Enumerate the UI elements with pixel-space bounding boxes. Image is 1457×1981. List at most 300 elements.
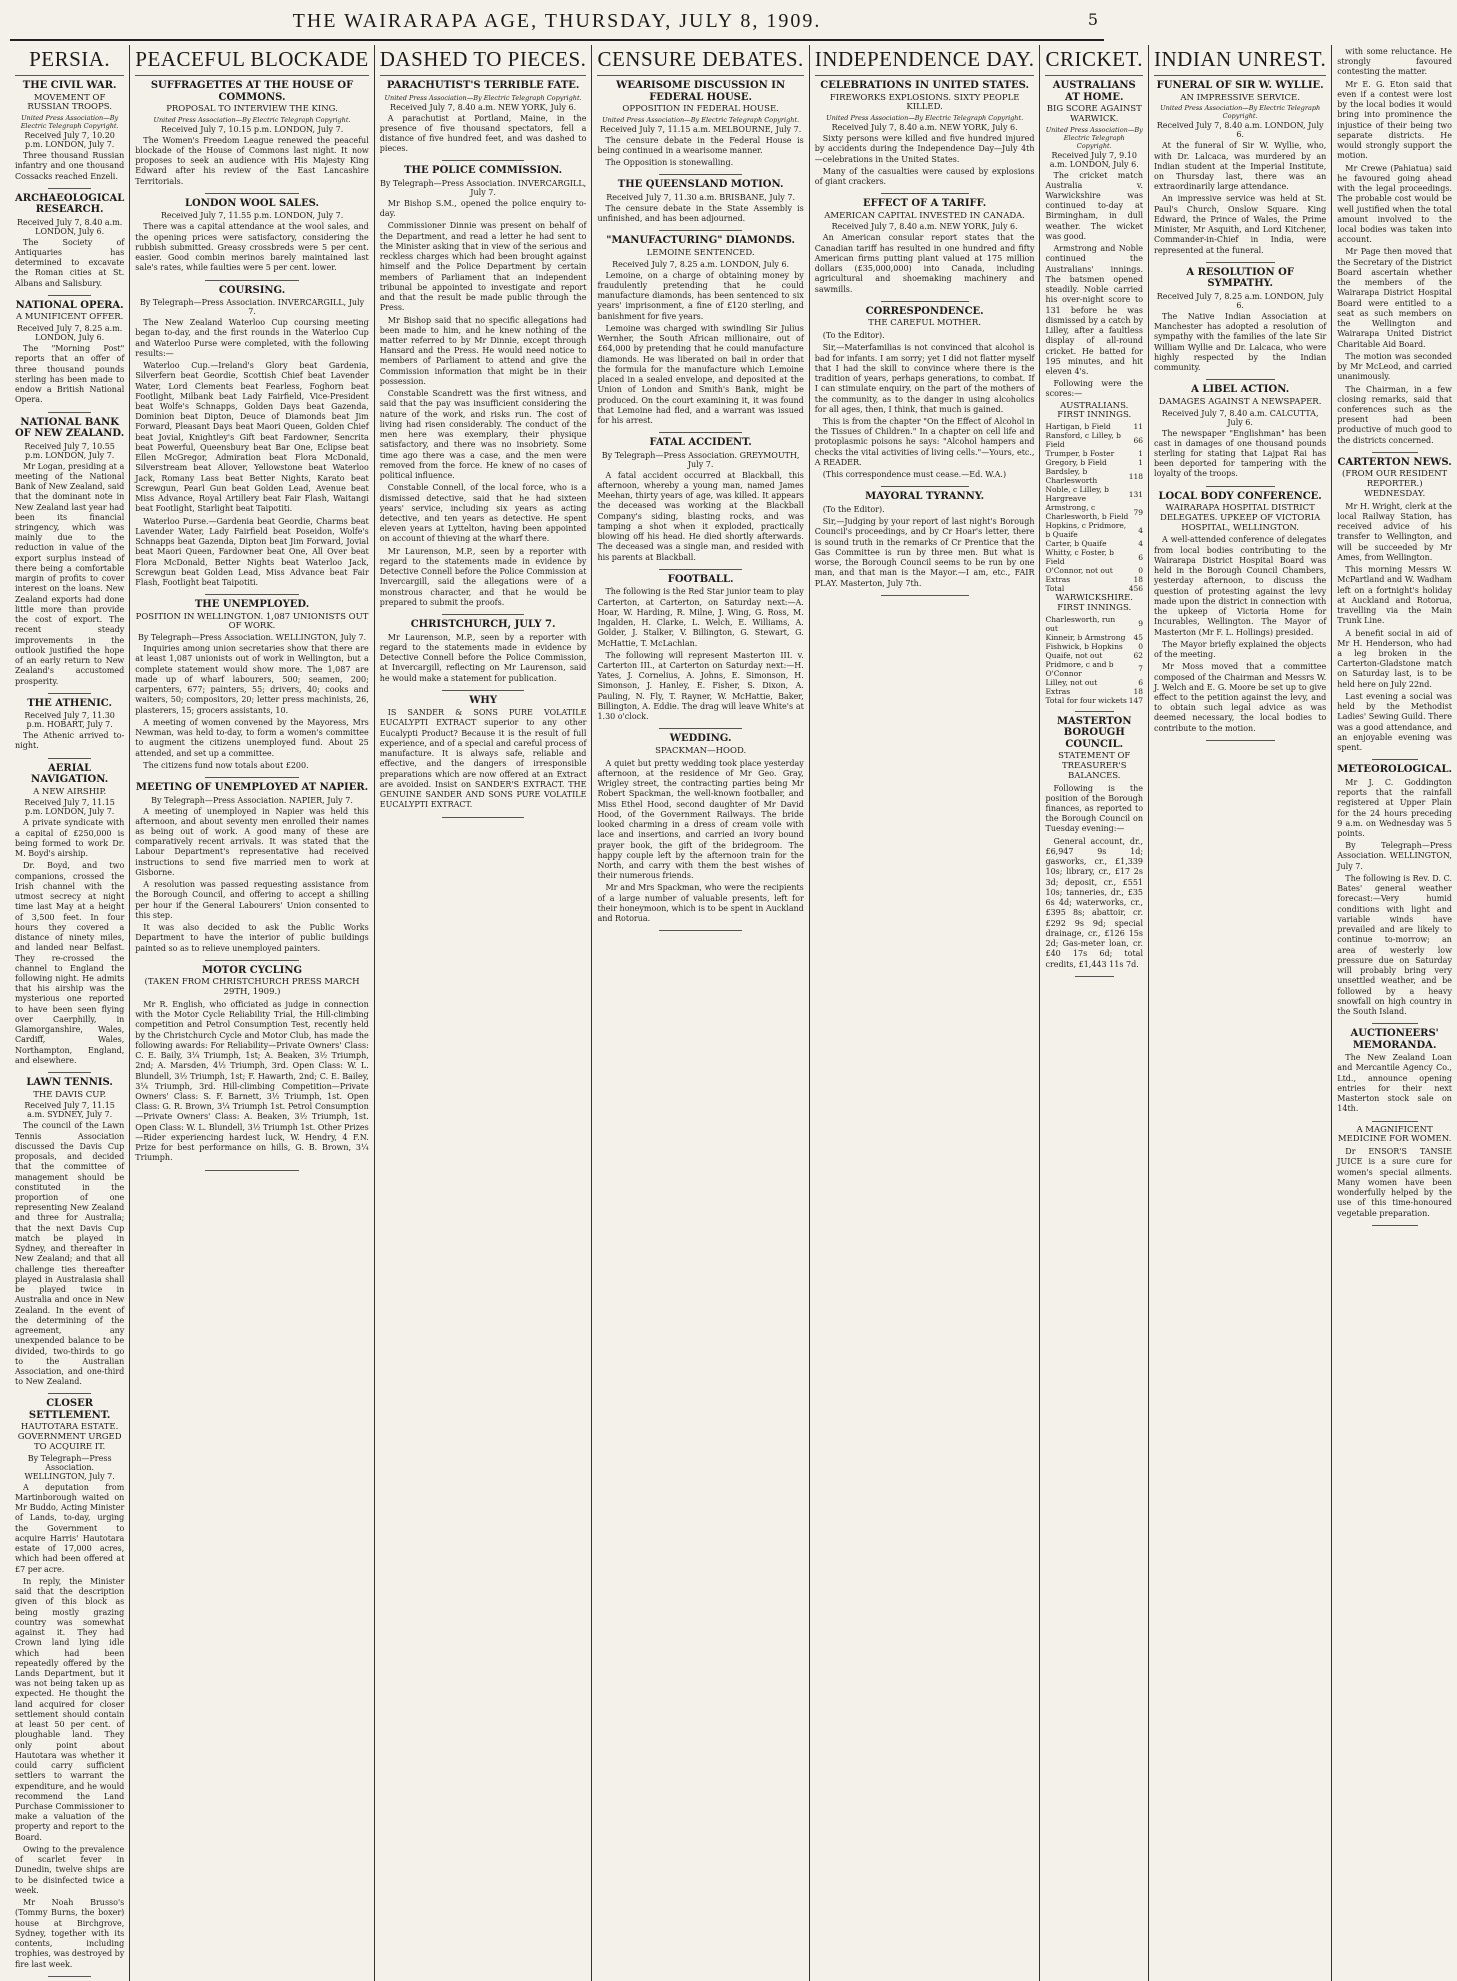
article-subheading: SPACKMAN—HOOD. bbox=[655, 745, 747, 756]
article bbox=[597, 179, 803, 224]
article-divider bbox=[881, 595, 969, 596]
batsman-name: Charlesworth, run out bbox=[1045, 614, 1116, 633]
page-number: 5 bbox=[1087, 10, 1098, 29]
article-paragraph: Mr Page then moved that the Secretary of the District Board ascertain whether the members of the Wairarapa District Hospital Board were entitled to a seat as such members on the Wellington and Wairarapa United District Charitable Aid Board. bbox=[1337, 247, 1452, 349]
article bbox=[597, 437, 803, 563]
article-divider bbox=[442, 160, 525, 161]
article-divider bbox=[442, 690, 525, 691]
article-paragraph: A parachutist at Portland, Maine, in the presence of five thousand spectators, fell a distance of five hundred feet, and was dashed to pieces. bbox=[379, 113, 587, 154]
article-paragraph: Sir,—Judging by your report of last night's Borough Council's proceedings, and by Cr Hoar's letter, there is sound truth in the remarks of Cr Prentice that the Gas Committee is run by three men. But what is worse, the Borough Council seems to be run by one man, and that man is the Mayor.—I am, etc., FAIR PLAY. Masterton, July 7th. bbox=[814, 517, 1035, 588]
scoreboard-row bbox=[1045, 566, 1143, 575]
batsman-score: 456 bbox=[1128, 584, 1144, 594]
batsman-score: 18 bbox=[1133, 686, 1144, 696]
article bbox=[1337, 457, 1452, 753]
article-subheading: A NEW AIRSHIP. bbox=[33, 786, 107, 797]
column bbox=[592, 45, 809, 1981]
article-dateline: Received July 7, 8.25 a.m. LONDON, July 6. bbox=[612, 259, 790, 269]
batsman-score: 9 bbox=[1138, 619, 1144, 629]
article-heading: SUFFRAGETTES AT THE HOUSE OF COMMONS. bbox=[150, 80, 354, 103]
batsman-score: 66 bbox=[1133, 435, 1144, 445]
article bbox=[15, 193, 124, 289]
article bbox=[1337, 764, 1452, 1017]
article-paragraph: Constable Scandrett was the first witness, and said that the pay was insufficient considering the nature of the work, and risks run. The cost of living had risen considerably. The conduct of the men here was exemplary, their physique satisfactory, and there was no insobriety. Some time ago there was a case, and the men were removed from the force. He knew of no cases of political influence. bbox=[379, 389, 587, 481]
article bbox=[1337, 1126, 1452, 1219]
batsman-score: 62 bbox=[1133, 650, 1144, 660]
article-divider bbox=[659, 432, 742, 433]
scoreboard-row bbox=[1045, 615, 1143, 633]
article-heading: A LIBEL ACTION. bbox=[1191, 384, 1290, 396]
article-divider bbox=[205, 1170, 298, 1171]
article bbox=[380, 165, 587, 608]
masthead-title: THE WAIRARAPA AGE, THURSDAY, JULY 8, 1909. bbox=[292, 10, 822, 32]
article-paragraph: Mr Logan, presiding at a meeting of the National Bank of New Zealand, said that the dominant note in New Zealand last year had been its financial stringency, which was mainly due to the reduction in value of the export surplus instead of there being a comfortable margin of profits to cover interest on the loans. New Zealand exports had done little more than provide the cost of export. The recent steady improvements in the outlook justified the hope of an early return to New Zealand's accustomed prosperity. bbox=[15, 461, 125, 686]
article-heading: LAWN TENNIS. bbox=[26, 1077, 113, 1089]
article-paragraph: Mr J. C. Goddington reports that the rainfall registered at Upper Plain for the 24 hours preceding 9 a.m. on Wednesday was 5 points. bbox=[1337, 777, 1452, 838]
article bbox=[15, 698, 124, 752]
article-paragraph: Mr H. Wright, clerk at the local Railway Station, has received advice of his transfer to Wellington, and will be succeeded by Mr Ames, from Wellington. bbox=[1337, 501, 1452, 562]
article bbox=[597, 733, 803, 924]
article-credit: United Press Association—By Electric Telegraph Copyright. bbox=[1160, 104, 1321, 121]
scoreboard-row bbox=[1045, 584, 1143, 593]
article-heading: FATAL ACCIDENT. bbox=[649, 437, 752, 449]
article bbox=[15, 763, 124, 1066]
article bbox=[135, 782, 368, 954]
article-paragraph: The censure debate in the Federal House is being continued in a wearisome manner. bbox=[597, 135, 804, 155]
article-dateline: Received July 7, 10.15 p.m. LONDON, July 7. bbox=[160, 124, 344, 134]
article-dateline: Received July 7, 11.55 p.m. LONDON, July 7. bbox=[160, 211, 344, 221]
article-paragraph: Lemoine was charged with swindling Sir Julius Wernher, the South African millionaire, out of £64,000 by pretending that he could manufacture diamonds. He was liberated on bail in order that the formula for the manufacture which Lemoine placed in a sealed envelope, and deposited at the Union of London and Smith's Bank, might be produced. On the court examining it, it was found that Lemoine had fled, and a warrant was issued for his arrest. bbox=[597, 323, 804, 425]
article-heading: METEOROLOGICAL. bbox=[1337, 764, 1452, 776]
article bbox=[1154, 384, 1326, 479]
article-paragraph: The New Zealand Loan and Mercantile Agency Co., Ltd., announce opening entries for their next Masterton stock sale on 14th. bbox=[1337, 1053, 1452, 1114]
article-subheading: MOVEMENT OF RUSSIAN TROOPS. bbox=[27, 92, 112, 113]
article-heading: THE ATHENIC. bbox=[27, 697, 113, 709]
article bbox=[15, 80, 124, 182]
article-heading: ARCHAEOLOGICAL RESEARCH. bbox=[15, 192, 125, 216]
article-heading: CHRISTCHURCH, JULY 7. bbox=[410, 619, 556, 631]
article-divider bbox=[1372, 1121, 1418, 1122]
article-heading: MAYORAL TYRANNY. bbox=[865, 491, 985, 503]
article-paragraph: The citizens fund now totals about £200. bbox=[143, 760, 309, 770]
article-heading: MOTOR CYCLING bbox=[202, 964, 303, 976]
article-paragraph: A private syndicate with a capital of £250,000 is being formed to work Dr. M. Boyd's airship. bbox=[15, 818, 125, 859]
batsman-score: 0 bbox=[1138, 641, 1144, 651]
article-paragraph: Following is the position of the Borough finances, as reported to the Borough Council on Tuesday evening:— bbox=[1045, 783, 1144, 834]
batsman-name: Quaife, not out bbox=[1045, 650, 1103, 660]
article-heading: CLOSER SETTLEMENT. bbox=[28, 1398, 111, 1421]
scoreboard-row bbox=[1045, 458, 1143, 467]
article-paragraph: Armstrong and Noble continued the Australians' innings. The batsmen opened steadily. Noble carried his over-night score to 131 before he was dismissed by a catch by Lilley, after a faultless display of all-round cricket. He batted for 195 minutes, and hit eleven 4's. bbox=[1045, 244, 1144, 376]
article-subheading: (TAKEN FROM CHRISTCHURCH PRESS MARCH 29TH, 1909.) bbox=[144, 977, 360, 998]
article-paragraph: A well-attended conference of delegates from local bodies contributing to the Wairarapa District Hospital Board was held in the Borough Council Chambers, yesterday afternoon, to discuss the question of protesting against the levy made upon the district in connection with the upkeep of Victoria Home for Incurables, Wellington. The Mayor of Masterton (Mr F. L. Hollings) presided. bbox=[1154, 535, 1327, 637]
article bbox=[1045, 80, 1143, 705]
column bbox=[1149, 45, 1332, 1981]
article-paragraph: (To the Editor). bbox=[822, 331, 885, 341]
article-divider bbox=[1206, 740, 1275, 741]
article-paragraph: The Opposition is stonewalling. bbox=[605, 158, 734, 168]
article-paragraph: Constable Connell, of the local force, who is a dismissed detective, said that he had sixteen years' service, including six years as acting detective, and ten years as detective. He spent eleven years at Lyttelton, having been appointed on account of thieving at the wharf there. bbox=[379, 483, 587, 544]
scoreboard-row bbox=[1045, 485, 1143, 503]
article-paragraph: Mr Bishop said that no specific allegations had been made to him, and he knew nothing of the matter referred to by Mr Dinnie, except through Hansard and the Press. He would need notice to members of Parliament to attend and give the Commission information that might be in their possession. bbox=[379, 315, 587, 386]
article-heading: NATIONAL OPERA. bbox=[15, 299, 124, 311]
article-paragraph: Owing to the prevalence of scarlet fever in Dunedin, twelve ships are to be disinfected twice a week. bbox=[15, 1844, 125, 1895]
article-divider bbox=[659, 728, 742, 729]
article-paragraph: The Native Indian Association at Manchester has adopted a resolution of sympathy with the families of the late Sir William Wyllie and Dr. Lalcaca, who were highly respected by the Indian community. bbox=[1154, 311, 1327, 373]
article-paragraph: An American consular report states that the Canadian tariff has resulted in one hundred and fifty American firms putting plant valued at 175 million dollars (£35,000,000) into Canada, including agricultural and shoemaking machinery and sawmills. bbox=[814, 233, 1035, 294]
article-dateline: Received July 7, 8.40 a.m. LONDON, July 6. bbox=[1156, 121, 1324, 140]
column bbox=[1040, 45, 1149, 1981]
article-paragraph: (To the Editor). bbox=[822, 504, 885, 514]
article-paragraph: A deputation from Martinborough waited on Mr Buddo, Acting Minister of Lands, to-day, urging the Government to acquire Harris' Hautotara estate of 17,000 acres, which had been offered at £7 per acre. bbox=[15, 1482, 125, 1574]
article-heading: FUNERAL OF SIR W. WYLLIE. bbox=[1156, 80, 1324, 91]
article-dateline: By Telegraph—Press Association. NAPIER, July 7. bbox=[151, 795, 353, 805]
article-paragraph: It was also decided to ask the Public Works Department to have the interior of public buildings painted so as to relieve unemployed painters. bbox=[135, 923, 369, 953]
article-dateline: By Telegraph—Press Association. WELLINGTON, July 7. bbox=[137, 633, 367, 643]
article bbox=[1154, 491, 1326, 734]
article-paragraph: The Women's Freedom League renewed the peaceful blockade of the House of Commons last night. It now proposes to seek an audience with His Majesty King Edward after his review of the East Lancashire Territorials. bbox=[135, 135, 369, 186]
article-divider bbox=[659, 230, 742, 231]
article-paragraph: A fatal accident occurred at Blackball, this afternoon, whereby a young man, named James Meehan, thirty years of age, was killed. It appears the deceased was working at the Blackball Company's siding, blasting rocks, and was tamping a shot when it exploded, practically blowing off his head. He died shortly afterwards. The deceased was a single man, and resided with his parents at Blackball. bbox=[597, 470, 804, 562]
batsman-score: 147 bbox=[1128, 695, 1144, 705]
article-divider bbox=[659, 569, 742, 570]
article bbox=[15, 1077, 124, 1387]
article-paragraph: Dr ENSOR'S TANSIE JUICE is a sure cure for women's special ailments. Many women have been wonderfully helped by the use of this time-honoured vegetable preparation. bbox=[1337, 1147, 1452, 1218]
article-subheading: STATEMENT OF TREASURER'S BALANCES. bbox=[1058, 751, 1131, 781]
scoreboard-row bbox=[1045, 431, 1143, 449]
article-paragraph: Sixty persons were killed and five hundred injured by accidents during the Independence Day—July 4th—celebrations in the United States. bbox=[814, 134, 1035, 164]
batsman-name: Noble, c Lilley, b Hargreave bbox=[1045, 485, 1109, 504]
scoreboard-title: AUSTRALIANS. FIRST INNINGS. bbox=[1057, 400, 1132, 421]
article-dateline: Received July 7, 9.10 a.m. LONDON, July 6. bbox=[1049, 150, 1139, 169]
column bbox=[10, 45, 130, 1981]
article-heading: CORRESPONDENCE. bbox=[865, 305, 984, 317]
article-heading: COURSING. bbox=[218, 284, 286, 296]
article bbox=[15, 417, 124, 687]
article-credit: United Press Association—By Electric Telegraph Copyright. bbox=[153, 115, 351, 124]
column bbox=[1332, 45, 1457, 1981]
article-paragraph: The "Morning Post" reports that an offer of three thousand pounds sterling has been made to endow a British National Opera. bbox=[15, 344, 125, 405]
article-paragraph: The newspaper "Englishman" has been cast in damages of one thousand pounds sterling for stating that Lajpat Rai has been deported for tampering with the loyalty of the troops. bbox=[1154, 428, 1327, 479]
article-divider bbox=[205, 594, 298, 595]
article bbox=[815, 80, 1035, 187]
article bbox=[15, 1398, 124, 1969]
article-subheading: LEMOINE SENTENCED. bbox=[646, 247, 755, 258]
article bbox=[815, 198, 1035, 295]
article-paragraph: Following were the scores:— bbox=[1045, 379, 1144, 399]
scoreboard-row bbox=[1045, 678, 1143, 687]
article-subheading: AN IMPRESSIVE SERVICE. bbox=[1180, 92, 1300, 103]
article-dateline: Received July 7, 11.15 a.m. SYDNEY, July 7. bbox=[24, 1101, 115, 1120]
batsman-name: Extras bbox=[1045, 575, 1071, 585]
scoreboard-row bbox=[1045, 687, 1143, 696]
article-paragraph: The following will represent Masterton III. v. Carterton III., at Carterton on Saturday next:—H. Yates, J. Cornelius, A. Johns, E. Simonson, H. Simonson, J. Hanley, E. Fisher, S. Dixon, A. Pauling, N. Fly, T. Rayner, W. McHattie, Baker, Billington, A. Eddie. The drag will leave White's at 1.30 o'clock. bbox=[597, 650, 804, 722]
article-subheading: BIG SCORE AGAINST WARWICK. bbox=[1046, 104, 1142, 124]
article bbox=[1154, 267, 1326, 373]
batsman-name: Lilley, not out bbox=[1045, 677, 1098, 687]
article-heading: WHY bbox=[469, 694, 498, 706]
article-divider bbox=[48, 758, 92, 759]
article bbox=[597, 574, 803, 723]
article-heading: PARACHUTIST'S TERRIBLE FATE. bbox=[386, 80, 580, 91]
column bbox=[810, 45, 1041, 1981]
article-heading: "MANUFACTURING" DIAMONDS. bbox=[606, 235, 795, 247]
article bbox=[815, 306, 1035, 481]
article-dateline: By Telegraph—Press Association. INVERCARGILL, July 7. bbox=[139, 298, 365, 317]
scoreboard-row bbox=[1045, 642, 1143, 651]
batsman-name: Hartigan, b Field bbox=[1045, 422, 1111, 432]
batsman-score: 118 bbox=[1128, 471, 1144, 481]
article-paragraph: Three thousand Russian infantry and one thousand Cossacks reached Enzeli. bbox=[15, 151, 125, 181]
article-subheading: FIREWORKS EXPLOSIONS. SIXTY PEOPLE KILLED. bbox=[829, 92, 1020, 113]
article-paragraph: Mr Noah Brusso's (Tommy Burns, the boxer) house at Birchgrove, Sydney, together with its contents, including trophies, was destroyed by fire last week. bbox=[15, 1898, 125, 1969]
article-dateline: Received July 7, 11.30 p.m. HOBART, July 7. bbox=[24, 711, 115, 730]
article-dateline: Received July 7, 10.55 p.m. LONDON, July 7. bbox=[24, 441, 115, 460]
batsman-name: Bardsley, b Charlesworth bbox=[1045, 467, 1098, 486]
article-dateline: Received July 7, 11.30 a.m. BRISBANE, July 7. bbox=[606, 192, 795, 202]
article-heading: EFFECT OF A TARIFF. bbox=[863, 198, 987, 210]
column-headline: CRICKET. bbox=[1045, 47, 1143, 76]
article-paragraph: This morning Messrs W. McPartland and W. Wadham left on a fortnight's holiday at Auckland and Rotorua, travelling via the Main Trunk Line. bbox=[1337, 565, 1452, 626]
article-paragraph: This is from the chapter "On the Effect of Alcohol in the Tissues of Children." In a chapter on cell life and protoplasmic poisons he says: "Alcohol hampers and checks the vital activities of living cells."—Yours, etc., A READER. bbox=[814, 417, 1035, 467]
article bbox=[1045, 716, 1143, 970]
article-dateline: By Telegraph—Press Association. INVERCARGILL, July 7. bbox=[379, 178, 587, 197]
article bbox=[380, 80, 587, 154]
article-heading: LOCAL BODY CONFERENCE. bbox=[1158, 490, 1322, 502]
article-paragraph: Commissioner Dinnie was present on behalf of the Department, and read a letter he had sent to the Minister asking that in view of the serious and reckless charges which had been brought against himself and the Police Department by certain members of Parliament that an independent tribunal be appointed to investigate and report and that the result be made public through the Press. bbox=[379, 221, 587, 313]
batsman-name: Ransford, c Lilley, b Field bbox=[1045, 431, 1121, 450]
article-paragraph: The censure debate in the State Assembly is unfinished, and has been adjourned. bbox=[597, 203, 804, 224]
article-divider bbox=[205, 280, 298, 281]
article-subheading: A MUNIFICENT OFFER. bbox=[15, 312, 124, 323]
scoreboard-row bbox=[1045, 539, 1143, 548]
article-paragraph: A meeting of women convened by the Mayoress, Mrs Newman, was held to-day, to form a women's committee to augment the citizens unemployed fund. About 25 attended, and set up a committee. bbox=[135, 717, 369, 758]
scoreboard-row bbox=[1045, 633, 1143, 642]
article-divider bbox=[48, 412, 92, 413]
batsman-score: 18 bbox=[1133, 575, 1144, 585]
batsman-score: 6 bbox=[1138, 677, 1144, 687]
article-heading: WEARISOME DISCUSSION IN FEDERAL HOUSE. bbox=[616, 80, 786, 103]
article-heading: THE POLICE COMMISSION. bbox=[404, 165, 563, 177]
article-subheading: WAIRARAPA HOSPITAL DISTRICT DELEGATES. UPKEEP OF VICTORIA HOSPITAL, WELLINGTON. bbox=[1160, 503, 1321, 533]
article-paragraph: Mr Moss moved that a committee composed of the Chairman and Messrs W. J. Welch and E. G. Moore be set up to give effect to the petition against the levy, and to obtain such legal advice as was deemed necessary, the local bodies to contribute to the motion. bbox=[1154, 662, 1327, 733]
batsman-name: Hopkins, c Pridmore, b Quaife bbox=[1045, 521, 1127, 540]
article-subheading: THE DAVIS CUP. bbox=[33, 1089, 107, 1100]
article-paragraph: Dr. Boyd, and two companions, crossed the Irish channel with the utmost secrecy at night time last May at a height of 3,500 feet. In four hours they covered a distance of ninety miles, and landed near Belfast. They re-crossed the channel to England the following night. He admits that his airship was the mysterious one reported to have been seen flying over Caerphilly, in Glamorganshire, Wales, Cardiff, Wales, Northampton, England, and elsewhere. bbox=[15, 861, 125, 1065]
article bbox=[815, 491, 1035, 588]
article-paragraph: Sir,—Materfamilias is not convinced that alcohol is bad for infants. I am sorry; yet I did not flatter myself that I had the skill to convince where there is the tradition of years, perhaps generations, to combat. If I can stimulate enquiry, on the part of the mothers of the community, as to the danger in using alcoholics for all ages, then, I think, that much is gained. bbox=[814, 343, 1035, 414]
article-paragraph: The following is the Red Star junior team to play Carterton, at Carterton, on Saturday next:—A. Hoar, W. Harding, R. Milne, J. Wing, G. Ross, M. Ingalden, H. Clarke, L. Welch, E. Williams, A. Golder, J. Stalker, V. Billington, G. Stewart, G. McHattie, T. McLachlan. bbox=[597, 587, 804, 648]
article-subheading: HAUTOTARA ESTATE. GOVERNMENT URGED TO ACQUIRE IT. bbox=[17, 1422, 122, 1452]
article-subheading: A MAGNIFICENT MEDICINE FOR WOMEN. bbox=[1337, 1124, 1452, 1145]
article bbox=[15, 300, 124, 406]
article-heading: NATIONAL BANK OF NEW ZEALAND. bbox=[15, 416, 125, 440]
article-divider bbox=[1075, 711, 1114, 712]
article-subheading: OPPOSITION IN FEDERAL HOUSE. bbox=[622, 104, 779, 114]
article-divider bbox=[48, 1393, 92, 1394]
article-divider bbox=[881, 301, 969, 302]
article-divider bbox=[442, 817, 525, 818]
article bbox=[1337, 47, 1452, 446]
article bbox=[1337, 1028, 1452, 1114]
article-paragraph: Last evening a social was held by the Methodist Ladies' Sewing Guild. There was a good attendance, and an enjoyable evening was spent. bbox=[1337, 691, 1452, 753]
article-paragraph: Many of the casualties were caused by explosions of giant crackers. bbox=[814, 166, 1035, 186]
article-divider bbox=[659, 174, 742, 175]
batsman-score: 1 bbox=[1138, 449, 1144, 459]
article bbox=[135, 80, 368, 187]
article-divider bbox=[48, 1976, 92, 1977]
scoreboard-row bbox=[1045, 660, 1143, 678]
article-divider bbox=[48, 188, 92, 189]
batsman-name: O'Connor, not out bbox=[1045, 566, 1113, 576]
article-divider bbox=[442, 614, 525, 615]
article-paragraph: A meeting of unemployed in Napier was held this afternoon, and about seventy men enrolled their names as being out of work. A good many of these are comparatively recent arrivals. It was stated that the Labour Department's representative had received instructions to send five married men to work at Gisborne. bbox=[135, 806, 369, 877]
article-credit: United Press Association—By Electric Telegraph Copyright. bbox=[20, 114, 119, 131]
article-heading: MASTERTON BOROUGH COUNCIL. bbox=[1056, 715, 1132, 750]
article-paragraph: with some reluctance. He strongly favoured contesting the matter. bbox=[1337, 47, 1452, 77]
batsman-score: 11 bbox=[1133, 422, 1144, 432]
scoreboard-row bbox=[1045, 696, 1143, 705]
scoreboard-row bbox=[1045, 548, 1143, 566]
scoreboard-table bbox=[1045, 422, 1143, 593]
article-paragraph: Mr and Mrs Spackman, who were the recipients of a large number of valuable presents, left for their honeymoon, which is to be spent in Auckland and Rotorua. bbox=[597, 883, 804, 924]
article-paragraph: Mr Laurenson, M.P., seen by a reporter with regard to the statements made in evidence by Detective Connell before the Police Commission, at Invercargill, reflecting on Mr Laurenson, said he would make a statement for publication. bbox=[379, 632, 587, 683]
article-paragraph: Mr Laurenson, M.P., seen by a reporter with regard to the statements made in evidence by Detective Connell before the Police Commission at Invercargill, said the allegations were of a monstrous character, and that he would be prepared to submit the proofs. bbox=[379, 546, 587, 607]
batsman-name: Total bbox=[1045, 584, 1065, 594]
batsman-score: 7 bbox=[1138, 664, 1144, 674]
article bbox=[597, 80, 803, 168]
article-paragraph: There was a capital attendance at the wool sales, and the opening prices were satisfactory, considering the rubbish submitted. Greasy crossbreds were 5 per cent. easier. Good combin merinos barely maintained last sale's rates, while faulties were 5 per cent. lower. bbox=[135, 222, 369, 273]
article-dateline: By Telegraph—Press Association. GREYMOUTH, July 7. bbox=[601, 450, 800, 469]
article-dateline: Received July 7, 8.25 a.m. LONDON, July 6. bbox=[1156, 291, 1324, 310]
article-divider bbox=[881, 486, 969, 487]
article-divider bbox=[1372, 452, 1418, 453]
article-paragraph: A resolution was passed requesting assistance from the Borough Council, and offering to accept a shilling per hour if the General Labourers' Union consented to this step. bbox=[135, 880, 369, 920]
batsman-score: 0 bbox=[1138, 566, 1144, 576]
article-paragraph: The following is Rev. D. C. Bates' general weather forecast:—Very humid conditions with light and variable winds have prevailed and are likely to continue to-morrow; an area of westerly low pressure due on Saturday will probably bring very unsettled weather, and be followed by a heavy snowfall on high country in the South Island. bbox=[1337, 873, 1452, 1016]
article-paragraph: Mr E. G. Eton said that even if a contest were lost by the local bodies it would bring into prominence the injustice of their being two separate districts. He would strongly support the motion. bbox=[1337, 79, 1452, 161]
batsman-score: 45 bbox=[1133, 632, 1144, 642]
batsman-name: Carter, b Quaife bbox=[1045, 539, 1107, 549]
article-paragraph: An impressive service was held at St. Paul's Church, Onslow Square. King Edward, the Prince of Wales, the Prime Minister, Mr Asquith, and Lord Kitchener, Commander-in-Chief in India, were represented at the funeral. bbox=[1154, 194, 1327, 255]
article-divider bbox=[205, 193, 298, 194]
article-paragraph: The motion was seconded by Mr McLeod, and carried unanimously. bbox=[1337, 351, 1452, 382]
scoreboard-title: WARWICKSHIRE. FIRST INNINGS. bbox=[1055, 593, 1133, 613]
article-paragraph: Mr Crewe (Pahiatua) said he favoured going ahead with the legal proceedings. The probable cost would be well justified when the total amount involved to the local bodies was taken into account. bbox=[1337, 163, 1452, 245]
column-headline: PEACEFUL BLOCKADE bbox=[135, 47, 368, 76]
article-heading: AUSTRALIANS AT HOME. bbox=[1052, 80, 1136, 103]
article-divider bbox=[881, 193, 969, 194]
article-subheading: THE CAREFUL MOTHER. bbox=[868, 318, 981, 329]
column bbox=[130, 45, 374, 1981]
batsman-score: 131 bbox=[1128, 489, 1144, 499]
article-divider bbox=[205, 960, 298, 961]
article-heading: THE UNEMPLOYED. bbox=[194, 599, 310, 611]
article-paragraph: Mr Bishop S.M., opened the police enquiry to-day. bbox=[379, 198, 587, 219]
column-headline: CENSURE DEBATES. bbox=[597, 47, 803, 76]
article-divider bbox=[1372, 1225, 1418, 1226]
article bbox=[380, 695, 587, 811]
batsman-score: 79 bbox=[1133, 507, 1144, 517]
article-paragraph: Waterloo Cup.—Ireland's Glory beat Gardenia, Silverfern beat Geordie, Scottish Chief beat Lavender Water, Lord Clements beat Fearless, Foghorn beat Footlight, Milbank beat Lady Fairfield, Vice-President beat Wolfe's Schnapps, Golden Days beat Gazenda, Dominion beat Dipton, Deuce of Diamonds beat Jim Forward, Pleasant Days beat Maori Queen, Golden Chief beat Jovial, Knightley's Gift beat Fardowner, Sencrita beat Powerful, Queensbury beat Bar One, Eclipse beat Ellen McGregor, Admiration beat Flora McDonald, Silverstream beat Allover, Yellowstone beat Waterloo Jack, Romany Lass beat Better Nights, Karato beat Screwgun, Pearl Gun beat Golden Lead, Avenue beat Miss Advance, Royal Artillery beat Fair Flash, Waitangi beat Footlight, Starlight beat Taipotiti. bbox=[135, 361, 369, 514]
article-paragraph: At the funeral of Sir W. Wyllie, who, with Dr. Lalcaca, was murdered by an Indian student at the Imperial Institute, on Thursday last, there was an extraordinarily large attendance. bbox=[1154, 141, 1327, 192]
batsman-score: 4 bbox=[1138, 525, 1144, 535]
article-subheading: DAMAGES AGAINST A NEWSPAPER. bbox=[1158, 396, 1322, 407]
column-headline: DASHED TO PIECES. bbox=[380, 47, 587, 76]
article-divider bbox=[659, 930, 742, 931]
article-divider bbox=[205, 777, 298, 778]
scoreboard-row bbox=[1045, 575, 1143, 584]
batsman-name: Whitty, c Foster, b Field bbox=[1045, 548, 1114, 567]
article-paragraph: The council of the Lawn Tennis Association discussed the Davis Cup proposals, and decided that the committee of management should be constituted in the proportion of one representing New Zealand and three for Australia; that the next Davis Cup match be played in Sydney, and thereafter in New Zealand; and that all challenge ties thereafter played in Australasia shall be played twice in Australia and once in New Zealand. In the event of the determining of the agreement, any unexpended balance to be divided, two-thirds to go to the Australian Association, and one-third to New Zealand. bbox=[15, 1121, 125, 1387]
article-subheading: AMERICAN CAPITAL INVESTED IN CANADA. bbox=[824, 210, 1025, 221]
article-paragraph: Mr R. English, who officiated as judge in connection with the Motor Cycle Reliability Trial, the Hill-climbing competition and Petrol Consumption Test, recently held by the Christchurch Cycle and Motor Club, has made the following awards: For Reliability—Private Owners' Class: C. E. Baily, 3¼ Triumph, 1st; A. Beaken, 3½ Triumph, 2nd; A. Marsden, 4½ Triumph, 3rd. Open Class: W. L. Blundell, 3½ Triumph, 1st; F. Hawarth, 2nd; C. E. Bailey, 3¼ Triumph, 3rd. Hill-climbing Competition—Private Owners' Class: S. F. Barnett, 3½ Triumph, 1st. Open Class: G. R. Brown, 3¼ Triumph 1st. Petrol Consumption—Private Owners' Class: A. Beaken, 3½ Triumph, 1st. Open Class: W. L. Blundell, 3½ Triumph 1st. Other Prizes—Rider experiencing hardest luck, W. Hendry, 4 F.N. Prize for best performance on hills, G. B. Brown, 3¼ Triumph. bbox=[135, 999, 369, 1163]
batsman-name: Extras bbox=[1045, 686, 1071, 696]
article-dateline: Received July 7, 10.20 p.m. LONDON, July 7. bbox=[24, 131, 115, 150]
article-heading: MEETING OF UNEMPLOYED AT NAPIER. bbox=[135, 782, 369, 794]
article-heading: CARTERTON NEWS. bbox=[1337, 456, 1452, 468]
article-dateline: By Telegraph—Press Association. WELLINGTON, July 7. bbox=[24, 1453, 115, 1481]
article bbox=[135, 285, 368, 589]
scoreboard-row bbox=[1045, 651, 1143, 660]
columns bbox=[10, 45, 1452, 1969]
scoreboard-row bbox=[1045, 521, 1143, 539]
article-paragraph: A quiet but pretty wedding took place yesterday afternoon, at the residence of Mr Geo. Gray, Wrigley street, the contracting parties being Mr Robert Spackman, the well-known footballer, and Miss Ethel Hood, second daughter of Mr David Hood, of the Government Railways. The bride looked charming in a dress of cream voile with lace and insertions, and carried an ivory bound prayer book, the gift of the bridegroom. The happy couple left by the afternoon train for the North, and carry with them the best wishes of their numerous friends. bbox=[597, 758, 804, 881]
article-paragraph: General account, dr., £6,947 9s 1d; gasworks, cr., £1,339 10s; library, cr., £17 2s 3d; deposit, cr., £551 10s; tanneries, dr., £35 6s 4d; waterworks, cr., £395 8s; abattoir, cr. £292 9s 9d; special drainage, cr., £126 15s 2d; Gas-meter loan, cr. £40 17s 6d; total credits, £1,443 11s 7d. bbox=[1045, 836, 1144, 969]
article-paragraph: Inquiries among union secretaries show that there are at least 1,087 unionists out of work in Wellington, but a complete statement would show more. The 1,087 are made up of wharf labourers, 500; seamen, 200; carpenters, 677; painters, 55; drivers, 40; cooks and waiters, 50; compositors, 20; letter press machinists, 26, plasterers, 15; grocers assistants, 10. bbox=[135, 644, 369, 715]
batsman-name: Armstrong, c Charlesworth, b Field bbox=[1045, 503, 1129, 522]
article-dateline: Received July 7, 11.15 a.m. MELBOURNE, July 7. bbox=[599, 124, 802, 134]
batsman-name: Trumper, b Foster bbox=[1045, 449, 1115, 459]
column-headline: INDEPENDENCE DAY. bbox=[815, 47, 1035, 76]
article-divider bbox=[48, 1072, 92, 1073]
article-divider bbox=[48, 693, 92, 694]
article-dateline: Received July 7, 8.40 a.m. NEW YORK, July 6. bbox=[831, 222, 1018, 232]
article-credit: United Press Association—By Electric Telegraph Copyright. bbox=[826, 114, 1024, 123]
scoreboard-row bbox=[1045, 467, 1143, 485]
batsman-name: Fishwick, b Hopkins bbox=[1045, 641, 1123, 651]
article-divider bbox=[1372, 759, 1418, 760]
article-divider bbox=[1206, 262, 1275, 263]
article-paragraph: By Telegraph—Press Association. WELLINGTON, July 7. bbox=[1337, 841, 1452, 871]
article bbox=[135, 198, 368, 274]
article-heading: THE QUEENSLAND MOTION. bbox=[617, 179, 784, 191]
article-subheading: (FROM OUR RESIDENT REPORTER.) WEDNESDAY. bbox=[1342, 469, 1448, 499]
batsman-score: 1 bbox=[1138, 458, 1144, 468]
scoreboard-table bbox=[1045, 615, 1143, 705]
article-credit: United Press Association—By Electric Telegraph Copyright. bbox=[384, 93, 582, 102]
article-credit: United Press Association—By Electric Telegraph Copyright. bbox=[1045, 125, 1143, 150]
batsman-score: 6 bbox=[1138, 552, 1144, 562]
article-divider bbox=[1206, 486, 1275, 487]
batsman-name: Total for four wickets bbox=[1045, 695, 1127, 705]
article bbox=[597, 235, 803, 426]
article-dateline: Received July 7, 8.40 a.m. NEW YORK, July 6. bbox=[831, 123, 1018, 133]
article-paragraph: The New Zealand Waterloo Cup coursing meeting began to-day, and the first rounds in the Waterloo Cup and Waterloo Purse were completed, with the following results:— bbox=[135, 318, 369, 358]
article bbox=[135, 965, 368, 1164]
article-dateline: Received July 7, 8.25 a.m. LONDON, July 6. bbox=[16, 324, 123, 343]
article-subheading: PROPOSAL TO INTERVIEW THE KING. bbox=[166, 104, 338, 114]
batsman-name: Gregory, b Field bbox=[1045, 458, 1107, 468]
article-divider bbox=[1075, 976, 1114, 977]
article-dateline: Received July 7, 8.40 a.m. LONDON, July 6. bbox=[16, 217, 123, 236]
article-divider bbox=[1372, 1023, 1418, 1024]
article-heading: LONDON WOOL SALES. bbox=[185, 197, 320, 209]
column bbox=[375, 45, 593, 1981]
article-heading: A RESOLUTION OF SYMPATHY. bbox=[1186, 266, 1294, 290]
article-subheading: POSITION IN WELLINGTON. 1,087 UNIONISTS OUT OF WORK. bbox=[135, 611, 369, 632]
scoreboard-row bbox=[1045, 422, 1143, 431]
article-heading: CELEBRATIONS IN UNITED STATES. bbox=[820, 80, 1029, 91]
